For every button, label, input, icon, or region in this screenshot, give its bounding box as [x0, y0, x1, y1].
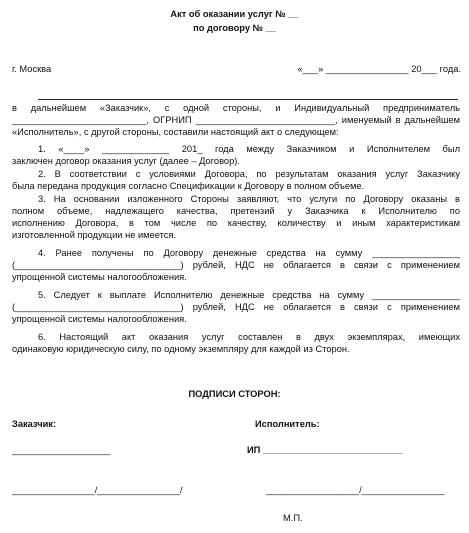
paragraph-line: изготовленной продукции не имеется. [12, 230, 176, 240]
paragraph-line: заключен договор оказания услуг (далее – Договор). [12, 156, 240, 166]
paragraph-line: 5. Следует к выплате Исполнителю денежные средства на сумму _________________ [38, 290, 460, 300]
paragraph-line: одинаковую юридическую силу, по одному экземпляру для каждой из Сторон. [12, 344, 350, 354]
executor-name-line: ИП ___________________________ [247, 445, 403, 455]
paragraph-line: 3. На основании изложенного Стороны заявляют, что услуги по Договору оказаны в [38, 194, 460, 204]
customer-label: Заказчик: [12, 419, 57, 429]
city: г. Москва [12, 64, 52, 74]
customer-name-line: ___________________ [12, 445, 111, 455]
customer-name-blank [38, 99, 458, 100]
intro-line: __________________________, ОГРНИП ___________________________, именуемый в дальнейшем [12, 115, 460, 125]
paragraph-line: 6. Настоящий акт оказания услуг составлен в двух экземплярах, имеющих [38, 332, 460, 342]
signatures-heading: ПОДПИСИ СТОРОН: [188, 389, 281, 399]
executor-signature-line: __________________/________________ [266, 485, 445, 495]
document-subtitle: по договору № __ [193, 23, 276, 33]
executor-label: Исполнитель: [255, 419, 320, 429]
date: «___» ________________ 20___ года. [297, 64, 461, 74]
paragraph-line: упрощенной системы налогообложения. [12, 272, 187, 282]
intro-line: в дальнейшем «Заказчик», с одной стороны, и Индивидуальный предприниматель [12, 103, 460, 113]
paragraph-line: 1. «____» _____________ 201_ года между Заказчиком и Исполнителем был [38, 144, 460, 154]
paragraph-line: 2. В соответствии с условиями Договора, по результатам оказания услуг Заказчику [38, 169, 460, 179]
customer-signature-line: ________________/________________/ [12, 485, 183, 495]
paragraph-line: 4. Ранее получены по Договору денежные средства на сумму _________________ [38, 248, 460, 258]
paragraph-line: была передана продукция согласно Спецификации к Договору в полном объеме. [12, 181, 365, 191]
paragraph-line: (________________________________) рублей, НДС не облагается в связи с применением [12, 302, 460, 312]
stamp-placeholder: М.П. [283, 513, 303, 523]
document-title: Акт об оказании услуг № __ [170, 9, 299, 19]
intro-line: «Исполнитель», с другой стороны, составили настоящий акт о следующем: [12, 127, 339, 137]
paragraph-line: (________________________________) рублей, НДС не облагается в связи с применением [12, 260, 460, 270]
paragraph-line: полном объеме, надлежащего качества, претензий у Заказчика к Исполнителю по [12, 206, 460, 216]
paragraph-line: исполнению Договора, в том числе по качеству, количеству и иным характеристикам [12, 218, 460, 228]
paragraph-line: упрощенной системы налогообложения. [12, 314, 187, 324]
